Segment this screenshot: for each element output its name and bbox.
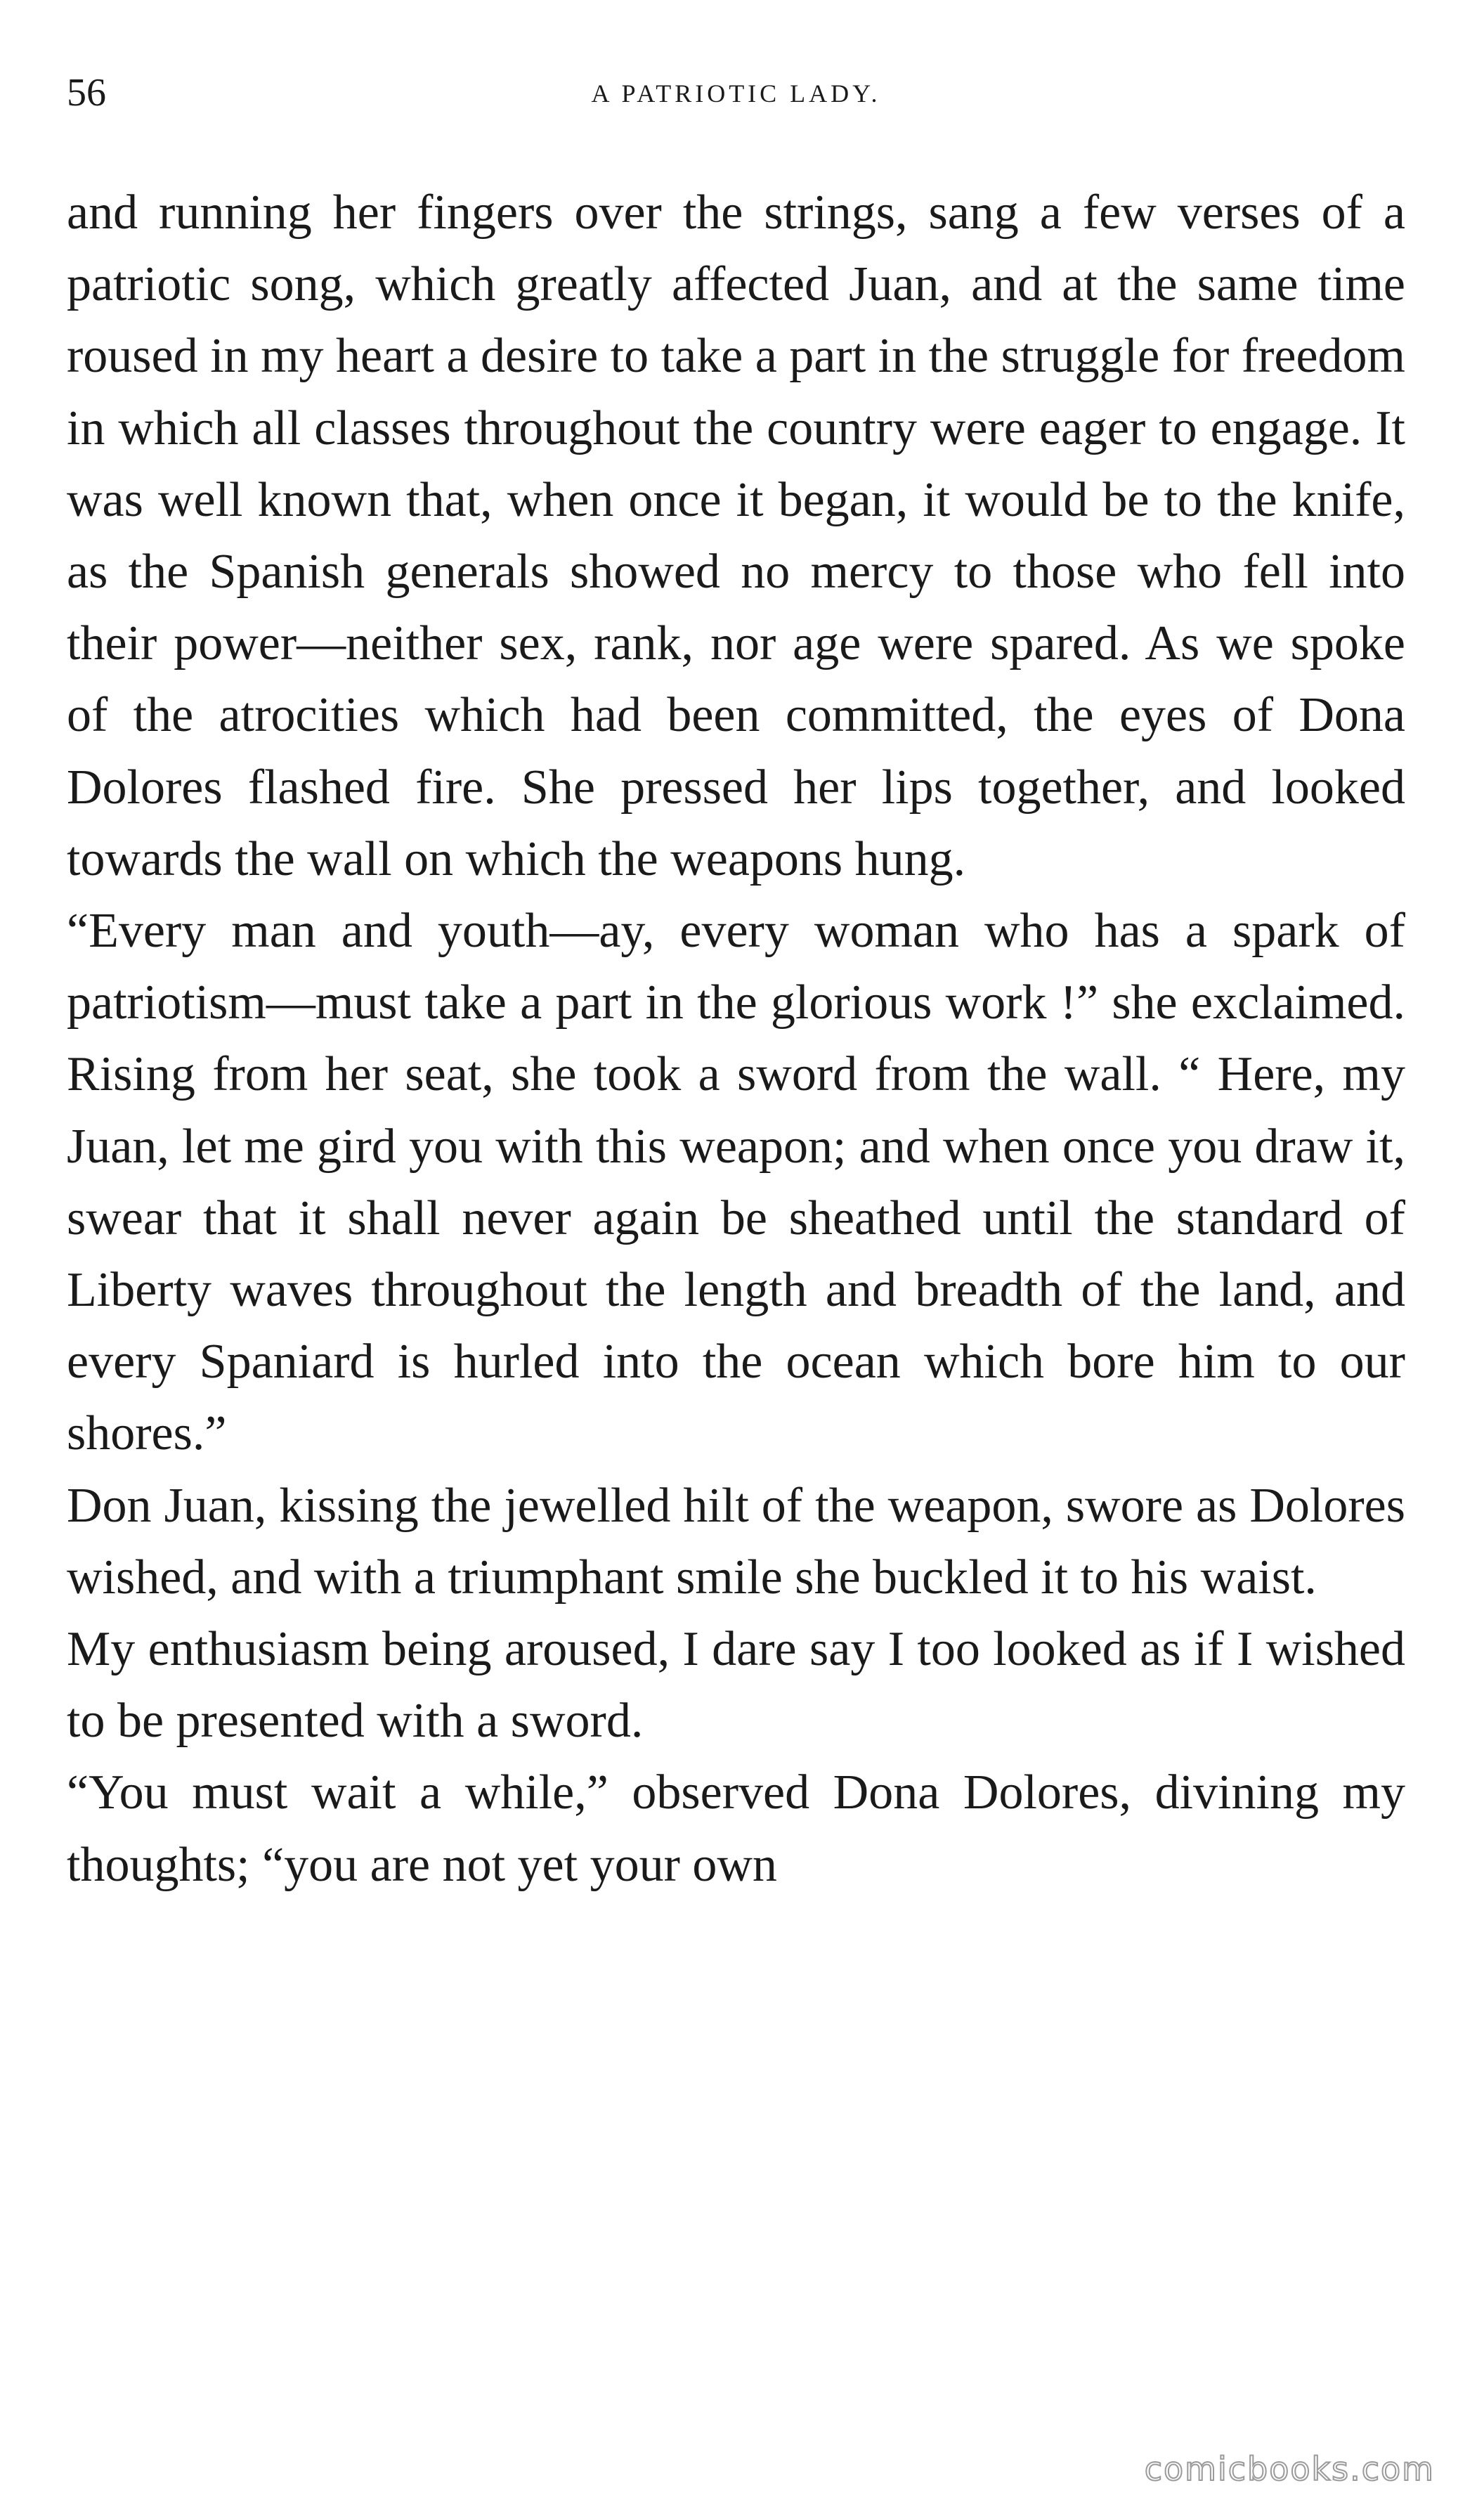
- paragraph: Don Juan, kissing the jewelled hilt of the weapon, swore as Dolores wished, and with a triumphant smile she buckled it to his waist.: [67, 1478, 1405, 1605]
- body-text: [67, 177, 1405, 1901]
- watermark: comicbooks.com: [1144, 2450, 1435, 2488]
- paragraph: My enthusiasm being aroused, I dare say I too looked as if I wished to be presented with a sword.: [67, 1622, 1405, 1749]
- paragraph: and running her fingers over the strings, sang a few verses of a patriotic song, which greatly affected Juan, and at the same time roused in my heart a desire to take a part in the struggle for freedom in which all classes throughout the country were eager to engage. It was well known that, when once it began, it would be to the knife, as the Spanish generals showed no mercy to those who fell into their power—neither sex, rank, nor age were spared. As we spoke of the atrocities which had been committed, the eyes of Dona Dolores flashed fire. She pressed her lips together, and looked towards the wall on which the weapons hung.: [67, 186, 1405, 886]
- running-head: A PATRIOTIC LADY.: [591, 79, 881, 108]
- paragraph: “You must wait a while,” observed Dona Dolores, divining my thoughts; “you are not yet your own: [67, 1765, 1405, 1892]
- page-number: 56: [67, 71, 106, 115]
- page-header: [67, 70, 1405, 127]
- paragraph: “Every man and youth—ay, every woman who has a spark of patriotism—must take a part in the glorious work !” she exclaimed. Rising from her seat, she took a sword from the wall. “ Here, my Juan, let me gird you with this weapon; and when once you draw it, swear that it shall never again be sheathed until the standard of Liberty waves throughout the length and breadth of the land, and every Spaniard is hurled into the ocean which bore him to our shores.”: [67, 904, 1405, 1461]
